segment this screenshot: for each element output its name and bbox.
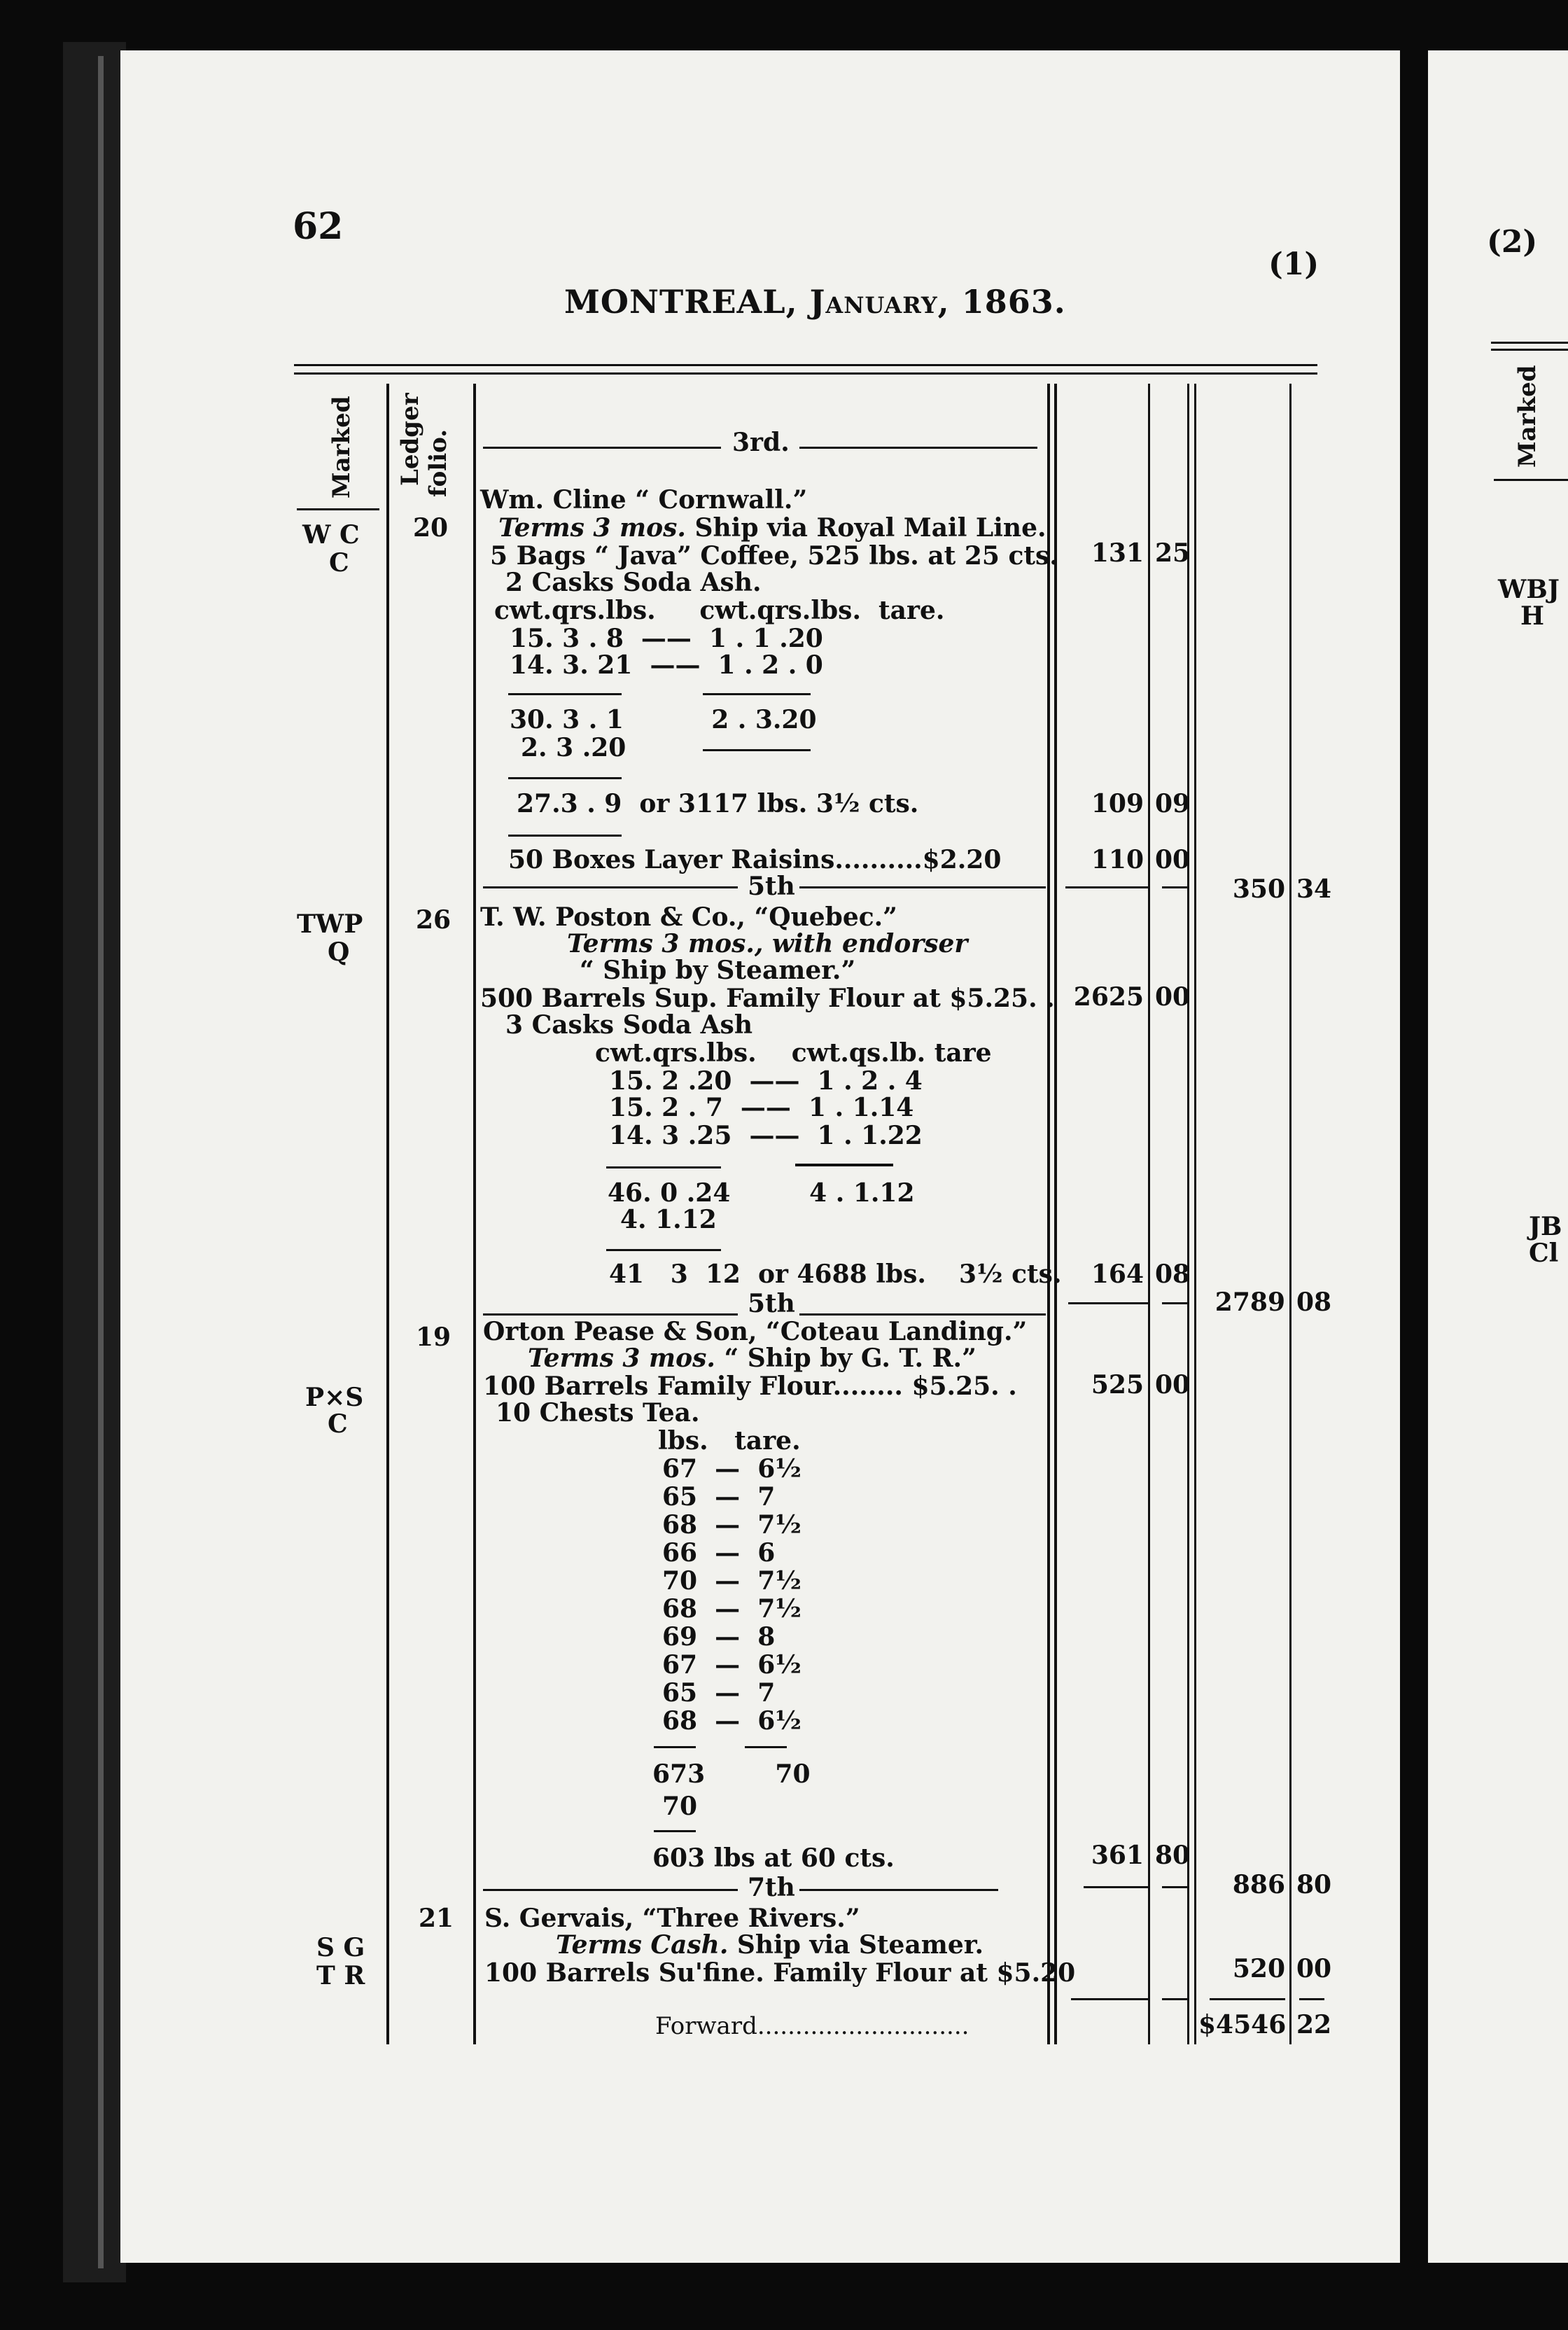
terms-line [498,514,1046,542]
forward-rule [1299,1998,1324,2000]
subtotal-rule [1162,1886,1187,1888]
tea-row: 70 — 7½ [662,1566,802,1596]
amount-cents: 00 [1155,1370,1191,1400]
ledger-folio: 19 [416,1323,451,1352]
tea-less: 70 [662,1792,698,1821]
entry-date: 3rd. [732,428,790,457]
sum-rule [703,749,811,751]
title-city: MONTREAL, [564,283,798,321]
date-rule-right [799,886,1046,888]
rule-desc-1 [1047,384,1050,2044]
subtotal-rule [1162,1302,1187,1304]
amount-dollars: 361 [1091,1841,1144,1870]
amount-cents: 09 [1155,789,1191,818]
mark-line-2: Q [328,937,350,967]
date-rule-right [799,447,1037,449]
amount-dollars: 110 [1091,845,1144,874]
item-line: 2 Casks Soda Ash. [505,568,762,597]
forward-dollars: $4546 [1198,2010,1287,2039]
sum-rule [654,1830,696,1832]
forward-rule [1162,1998,1187,2000]
mark-line-2: C [329,548,349,578]
marked-header-rule [297,508,379,510]
amount-dollars: 109 [1091,789,1144,818]
page-left-edge [63,42,126,2282]
date-rule-left [483,1313,738,1316]
terms-italic: Terms 3 mos. [528,1344,715,1373]
entry-total-dollars: 520 [1232,1954,1285,1983]
entry-total-dollars: 2789 [1214,1288,1285,1317]
rule-total [1289,384,1292,2044]
sum-rule [745,1746,787,1748]
subtotal-rule [1162,886,1187,888]
amount-cents: 00 [1155,845,1191,874]
customer-name: Orton Pease & Son, “Coteau Landing.” [483,1317,1028,1346]
item-line: 100 Barrels Su'fine. Family Flour at $5.20 [484,1958,1076,1988]
entry-total-cents: 08 [1296,1288,1332,1317]
terms-italic: Terms 3 mos. [498,513,686,543]
net-weight: 41 3 12 or 4688 lbs. [609,1260,926,1289]
terms-line: Terms 3 mos., with endorser [567,929,968,958]
ledger-column-header: Ledger [396,393,424,486]
facing-rule [1491,342,1568,344]
weight-row: 14. 3. 21 —— 1 . 2 . 0 [510,650,823,680]
forward-rule [1210,1998,1285,2000]
entry-total-cents: 00 [1296,1954,1332,1983]
rule-folio [473,384,476,2044]
entry-total-dollars: 886 [1232,1870,1285,1899]
amount-dollars: 131 [1091,538,1144,568]
entry-date: 5th [748,1289,795,1318]
entry-date: 7th [748,1873,795,1902]
item-line: 10 Chests Tea. [496,1398,700,1428]
date-rule-left [483,447,721,449]
terms-italic: Terms Cash. [556,1930,729,1960]
weight-header: cwt.qrs.lbs. cwt.qrs.lbs. tare. [494,596,945,625]
terms-rest: “ Ship by G. T. R.” [724,1344,976,1373]
mark-line-1: P×S [305,1383,364,1412]
weight-row: 14. 3 .25 —— 1 . 1.22 [609,1121,923,1150]
tea-row: 66 — 6 [662,1538,776,1568]
amount-cents: 08 [1155,1260,1191,1289]
marked-column-header: Marked [328,396,356,498]
facing-rule [1494,479,1568,481]
weight-less: 2. 3 .20 [521,733,626,762]
header-rule-2 [294,372,1317,375]
date-rule-right [799,1313,1046,1316]
subtotal-rule [1065,886,1148,888]
amount-dollars: 164 [1091,1260,1144,1289]
forward-cents: 22 [1296,2010,1332,2039]
page-title [564,283,1066,321]
forward-label: Forward............................ [655,2012,969,2040]
terms-rest: Ship via Steamer. [736,1930,983,1960]
weight-header: cwt.qrs.lbs. cwt.qs.lb. tare [595,1038,992,1068]
facing-page [1425,50,1568,2263]
item-line: 100 Barrels Family Flour........ $5.25. . [483,1372,1017,1401]
subtotal-rule [1068,1302,1148,1304]
tea-row: 65 — 7 [662,1482,776,1512]
rule-cents-2 [1194,384,1196,2044]
page-marker-1: (1) [1268,246,1320,282]
entry-total-cents: 34 [1296,874,1332,904]
facing-marked-header: Marked [1513,365,1541,468]
weight-row: 15. 2 .20 —— 1 . 2 . 4 [609,1066,923,1096]
title-year: 1863. [961,283,1066,321]
rule-desc-2 [1054,384,1057,2044]
mark-line-1: W C [302,520,360,550]
page-marker-2: (2) [1487,224,1538,260]
ship-line: “ Ship by Steamer.” [580,956,856,985]
sum-rule [508,777,622,779]
weight-row: 15. 2 . 7 —— 1 . 1.14 [609,1093,914,1122]
weight-sum: 46. 0 .24 4 . 1.12 [608,1178,915,1208]
tea-row: 68 — 6½ [662,1706,802,1736]
customer-name: Wm. Cline “ Cornwall.” [480,485,808,515]
facing-mark-line: H [1520,601,1545,631]
amount-cents: 00 [1155,982,1191,1012]
tea-row: 68 — 7½ [662,1510,802,1540]
terms-rest: Ship via Royal Mail Line. [694,513,1046,543]
weight-row: 15. 3 . 8 —— 1 . 1 .20 [510,624,823,653]
facing-rule [1491,349,1568,351]
tea-row: 69 — 8 [662,1622,776,1652]
net-rate: 3½ cts. [959,1260,1062,1289]
tea-header: lbs. tare. [658,1426,801,1456]
ledger-folio: 20 [413,513,449,543]
sum-rule [606,1166,721,1169]
page-edge-line [98,56,104,2268]
terms-line [528,1344,976,1372]
ledger-folio: 21 [419,1904,454,1933]
rule-cents-1 [1187,384,1189,2044]
tea-row: 67 — 6½ [662,1650,802,1680]
mark-line-1: TWP [297,909,363,939]
date-rule-left [483,1889,738,1891]
subtotal-rule [1084,1886,1148,1888]
sum-rule [606,1249,721,1251]
title-month: January, [809,283,950,321]
rule-marked [386,384,389,2044]
date-rule-right [799,1889,998,1891]
gutter [1400,42,1428,2330]
net-weight: 27.3 . 9 or 3117 lbs. 3½ cts. [517,789,919,818]
ledger-folio: 26 [416,905,451,935]
weight-less: 4. 1.12 [620,1205,717,1234]
item-line: 50 Boxes Layer Raisins..........$2.20 [508,845,1002,874]
item-line: 3 Casks Soda Ash [505,1010,752,1040]
forward-rule [1071,1998,1148,2000]
facing-mark-line: JB [1529,1212,1562,1241]
sum-rule [654,1746,696,1748]
customer-name: S. Gervais, “Three Rivers.” [484,1904,860,1933]
entry-date: 5th [748,872,795,901]
amount-cents: 80 [1155,1841,1191,1870]
mark-line-1: S G [316,1933,365,1962]
tea-row: 67 — 6½ [662,1454,802,1484]
amount-cents: 25 [1155,538,1191,568]
amount-dollars: 525 [1091,1370,1144,1400]
terms-line [556,1931,983,1959]
mark-line-2: T R [316,1961,365,1990]
entry-total-dollars: 350 [1232,874,1285,904]
facing-mark-line: WBJ [1498,575,1560,604]
mark-line-2: C [328,1409,348,1439]
amount-dollars: 2625 [1073,982,1144,1012]
sum-rule [795,1164,893,1166]
sum-rule [508,835,622,837]
weight-sum: 30. 3 . 1 2 . 3.20 [510,705,817,734]
facing-mark-line: Cl [1529,1239,1559,1268]
date-rule-left [483,886,738,888]
sum-rule [703,693,811,695]
rule-dollars [1148,384,1150,2044]
item-line: 500 Barrels Sup. Family Flour at $5.25. . [480,984,1055,1013]
page-number: 62 [293,205,344,248]
customer-name: T. W. Poston & Co., “Quebec.” [480,902,897,932]
item-line: 5 Bags “ Java” Coffee, 525 lbs. at 25 cts. [490,541,1058,571]
sum-rule [508,693,622,695]
entry-total-cents: 80 [1296,1870,1332,1899]
tea-row: 65 — 7 [662,1678,776,1708]
tea-row: 68 — 7½ [662,1594,802,1624]
folio-column-header: folio. [424,428,452,497]
header-rule-1 [294,364,1317,366]
net-weight: 603 lbs at 60 cts. [652,1843,895,1873]
tea-sum: 673 70 [652,1759,811,1789]
